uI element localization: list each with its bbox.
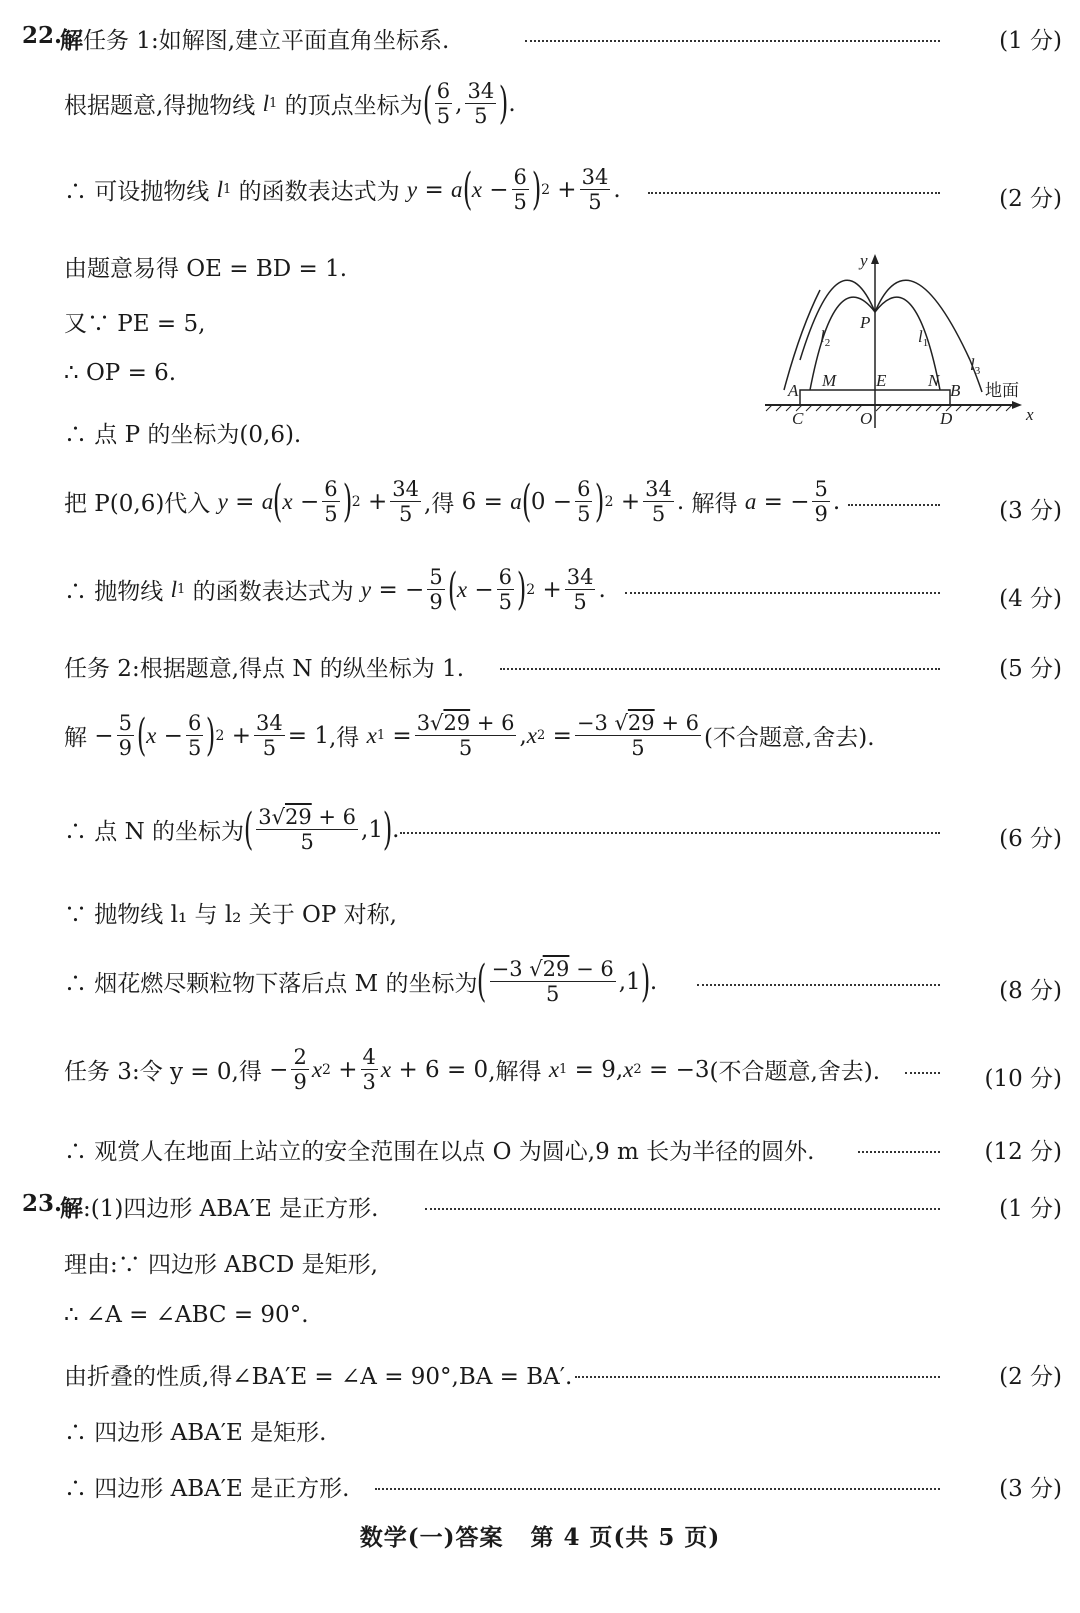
text-line8-post: 解得 <box>691 491 738 518</box>
score-5: (5 分) <box>999 656 1062 682</box>
q22-task1-intro: 任务 1:如解图,建立平面直角坐标系. <box>83 28 450 54</box>
fig-label-l1: $l_1$ <box>918 327 929 349</box>
fig-label-D: D <box>940 409 953 428</box>
text-line9-pre: ∴ 抛物线 <box>64 579 164 606</box>
text-q23-line6: ∴ 四边形 ABA′E 是正方形. <box>64 1476 350 1502</box>
text-task3-mid: ,解得 <box>488 1059 542 1086</box>
score-3: (3 分) <box>999 498 1062 524</box>
text-line6: ∴ OP = 6. <box>64 360 177 386</box>
text-line2-mid: 的顶点坐标为 <box>284 93 423 120</box>
q23-number: 23. <box>22 1190 63 1217</box>
score-10: (10 分) <box>984 1066 1062 1092</box>
text-task2: 任务 2:根据题意,得点 N 的纵坐标为 1. <box>64 656 465 682</box>
score-q23-3: (3 分) <box>999 1476 1062 1502</box>
text-task3-note: (不合题意,舍去). <box>709 1059 881 1086</box>
fig-label-C: C <box>792 409 804 428</box>
text-line11-mid: ,得 <box>328 725 360 752</box>
text-line13: ∵ 抛物线 l₁ 与 l₂ 关于 OP 对称, <box>64 902 397 928</box>
text-q23-line2: 理由:∵ 四边形 ABCD 是矩形, <box>64 1252 378 1278</box>
text-line7: ∴ 点 P 的坐标为(0,6). <box>64 422 302 448</box>
fig-label-N: N <box>928 371 940 390</box>
parabola-figure <box>760 250 1040 440</box>
text-line11-note: (不合题意,舍去). <box>703 725 875 752</box>
text-line3-pre: ∴ 可设抛物线 <box>64 179 210 206</box>
text-line5: 又∵ PE = 5, <box>64 311 206 337</box>
q22-number: 22. <box>22 22 63 49</box>
fig-label-l3: $l_3$ <box>970 355 981 377</box>
score-1: (1 分) <box>999 28 1062 54</box>
text-q23-line3: ∴ ∠A = ∠ABC = 90°. <box>64 1302 309 1328</box>
fig-label-B: B <box>950 381 961 400</box>
score-4: (4 分) <box>999 586 1062 612</box>
leader-dots <box>525 40 940 42</box>
text-line14-pre: ∴ 烟花燃尽颗粒物下落后点 M 的坐标为 <box>64 971 478 998</box>
text-line12-pre: ∴ 点 N 的坐标为 <box>64 819 245 846</box>
text-line8-mid: ,得 <box>424 491 455 518</box>
text-q23-line5: ∴ 四边形 ABA′E 是矩形. <box>64 1420 327 1446</box>
fig-label-P: P <box>860 313 871 332</box>
score-12: (12 分) <box>984 1139 1062 1165</box>
text-line11-pre: 解 <box>64 725 87 752</box>
fig-label-A: A <box>788 381 799 400</box>
fig-label-E: E <box>876 371 887 390</box>
score-2: (2 分) <box>999 186 1062 212</box>
text-line2-pre: 根据题意,得抛物线 <box>64 93 256 120</box>
q22-solve-label: 解 <box>60 27 83 54</box>
fig-label-M: M <box>822 371 837 390</box>
fig-label-l2: $l_2$ <box>820 327 831 349</box>
text-line4: 由题意易得 OE = BD = 1. <box>64 256 348 282</box>
text-line9-mid: 的函数表达式为 <box>192 579 354 606</box>
fig-label-y: y <box>860 251 868 270</box>
q23-solve-label: 解 <box>60 1195 83 1222</box>
text-task3-pre: 任务 3:令 y = 0,得 <box>64 1059 262 1086</box>
score-6: (6 分) <box>999 826 1062 852</box>
text-q23-line4: 由折叠的性质,得∠BA′E = ∠A = 90°,BA = BA′. <box>64 1364 573 1390</box>
text-line8-pre: 把 P(0,6)代入 <box>64 491 211 518</box>
text-line3-mid: 的函数表达式为 <box>238 179 400 206</box>
text-q23-line1: :(1)四边形 ABA′E 是正方形. <box>83 1196 379 1222</box>
page-footer: 数学(一)答案 第 4 页(共 5 页) <box>359 1524 721 1551</box>
fig-label-x: x <box>1026 405 1034 424</box>
score-8: (8 分) <box>999 978 1062 1004</box>
fig-label-ground: 地面 <box>985 381 1019 401</box>
text-line16: ∴ 观赏人在地面上站立的安全范围在以点 O 为圆心,9 m 长为半径的圆外. <box>64 1139 815 1165</box>
score-q23-1: (1 分) <box>999 1196 1062 1222</box>
score-q23-2: (2 分) <box>999 1364 1062 1390</box>
fig-label-O: O <box>860 409 873 428</box>
